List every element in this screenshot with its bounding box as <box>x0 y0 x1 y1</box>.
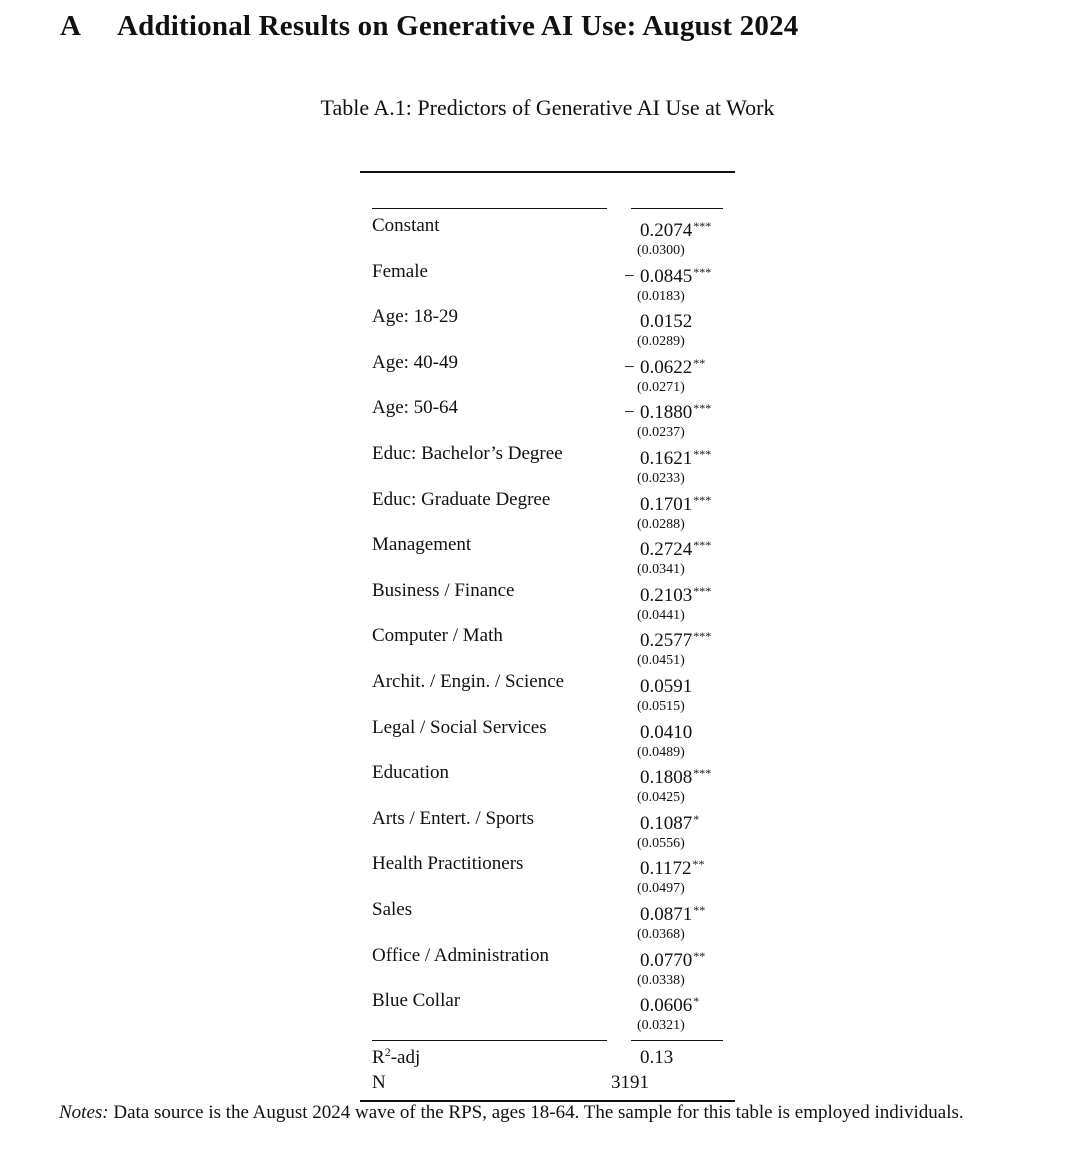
coefficient-value: 0.1808 <box>640 767 693 789</box>
standard-error: (0.0183) <box>637 288 685 304</box>
coefficient <box>624 261 711 288</box>
row-label: Educ: Graduate Degree <box>372 488 551 510</box>
standard-error: (0.0321) <box>637 1018 685 1034</box>
coefficient <box>624 352 705 379</box>
value-column-top-rule <box>631 208 723 209</box>
section-number: A <box>60 10 82 42</box>
standard-error: (0.0368) <box>637 927 685 942</box>
coefficient <box>624 899 705 926</box>
coefficient-sign: − <box>624 265 635 287</box>
row-label: Arts / Entert. / Sports <box>372 807 535 829</box>
significance-stars: *** <box>693 219 712 233</box>
coefficient-value: 0.0622 <box>640 356 693 378</box>
section-title: Additional Results on Generative AI Use: August 2024 <box>117 10 799 42</box>
row-label: Age: 18-29 <box>372 306 459 328</box>
significance-stars: *** <box>693 492 712 507</box>
label-column-top-rule <box>372 208 607 209</box>
significance-stars: * <box>693 811 700 826</box>
row-label: Office / Administration <box>372 944 549 966</box>
coefficient-value: 0.0606 <box>640 995 693 1017</box>
standard-error: (0.0556) <box>637 835 685 851</box>
significance-stars: * <box>693 994 700 1009</box>
standard-error: (0.0489) <box>637 744 685 760</box>
row-label: Blue Collar <box>372 990 461 1012</box>
coefficient <box>624 397 711 424</box>
significance-stars: *** <box>693 538 712 553</box>
row-label: Health Practitioners <box>372 853 524 875</box>
coefficient <box>624 534 711 561</box>
coefficient <box>624 215 711 242</box>
coefficient-value: 0.0871 <box>640 904 693 925</box>
notes-label: Notes: <box>59 1102 109 1123</box>
label-column-bottom-rule <box>372 1040 607 1041</box>
coefficient-value: 0.0152 <box>640 311 693 333</box>
coefficient-value: 0.2724 <box>640 539 693 561</box>
significance-stars: *** <box>693 447 712 461</box>
coefficient <box>624 671 693 698</box>
standard-error: (0.0425) <box>637 790 685 806</box>
r2-value: 0.13 <box>640 1047 674 1068</box>
significance-stars: ** <box>692 857 705 872</box>
coefficient <box>624 945 705 972</box>
standard-error: (0.0497) <box>637 881 685 897</box>
row-label: Legal / Social Services <box>372 716 547 738</box>
row-label: Constant <box>372 215 440 236</box>
coefficient <box>624 625 711 652</box>
coefficient-value: 0.0770 <box>640 949 693 971</box>
standard-error: (0.0233) <box>637 471 685 486</box>
significance-stars: *** <box>693 583 712 598</box>
standard-error: (0.0271) <box>637 379 685 395</box>
r2-label: $R^2$-adj <box>372 1045 421 1068</box>
row-label: Archit. / Engin. / Science <box>372 671 565 692</box>
coefficient-value: 0.2103 <box>640 584 693 606</box>
standard-error: (0.0288) <box>637 516 685 532</box>
row-label: Educ: Bachelor’s Degree <box>372 443 563 464</box>
significance-stars: *** <box>693 629 712 644</box>
coefficient-value: 0.0410 <box>640 721 693 743</box>
section-heading <box>60 10 798 43</box>
coefficient-value: 0.2074 <box>640 220 693 241</box>
coefficient-value: 0.2577 <box>640 630 693 652</box>
row-label: Management <box>372 534 472 556</box>
standard-error: (0.0451) <box>637 653 685 669</box>
coefficient <box>624 306 693 333</box>
value-column-bottom-rule <box>631 1040 723 1041</box>
row-label: Female <box>372 260 428 282</box>
significance-stars: *** <box>693 264 712 279</box>
standard-error: (0.0341) <box>637 562 685 578</box>
row-label: Sales <box>372 899 413 920</box>
coefficient <box>624 489 711 516</box>
coefficient-value: 0.0845 <box>640 265 693 287</box>
row-label: Age: 50-64 <box>372 397 459 419</box>
table-caption: Table A.1: Predictors of Generative AI Use at Work <box>320 95 775 120</box>
row-label: Age: 40-49 <box>372 351 459 373</box>
standard-error: (0.0237) <box>637 425 685 441</box>
coefficient <box>624 580 711 607</box>
standard-error: (0.0441) <box>637 607 685 623</box>
significance-stars: ** <box>693 903 706 917</box>
standard-error: (0.0338) <box>637 972 685 988</box>
significance-stars: *** <box>693 766 712 781</box>
coefficient-value: 0.1621 <box>640 448 693 469</box>
coefficient <box>624 808 699 835</box>
standard-error: (0.0289) <box>637 334 685 350</box>
standard-error: (0.0515) <box>637 699 685 714</box>
significance-stars: ** <box>693 948 706 963</box>
coefficient-sign: − <box>624 356 635 378</box>
coefficient <box>624 853 705 880</box>
coefficient-sign: − <box>624 402 635 424</box>
coefficient-value: 0.1701 <box>640 493 693 515</box>
table-notes <box>59 1101 1044 1125</box>
coefficient <box>624 990 699 1017</box>
coefficient-value: 0.1172 <box>640 858 692 880</box>
significance-stars: ** <box>693 355 706 370</box>
significance-stars: *** <box>693 401 712 416</box>
row-label: Education <box>372 762 450 784</box>
table-top-rule <box>360 171 735 173</box>
standard-error: (0.0300) <box>637 243 685 258</box>
notes-text: Data source is the August 2024 wave of the RPS, ages 18-64. The sample for this table is employed individuals. <box>108 1102 964 1123</box>
row-label: Business / Finance <box>372 579 515 601</box>
n-label: N <box>372 1072 386 1093</box>
coefficient-value: 0.0591 <box>640 676 693 697</box>
coefficient-value: 0.1087 <box>640 812 693 834</box>
coefficient <box>624 443 711 470</box>
coefficient-value: 0.1880 <box>640 402 693 424</box>
coefficient <box>624 762 711 789</box>
row-label: Computer / Math <box>372 625 503 647</box>
n-value: 3191 <box>611 1072 649 1093</box>
coefficient <box>624 717 693 744</box>
